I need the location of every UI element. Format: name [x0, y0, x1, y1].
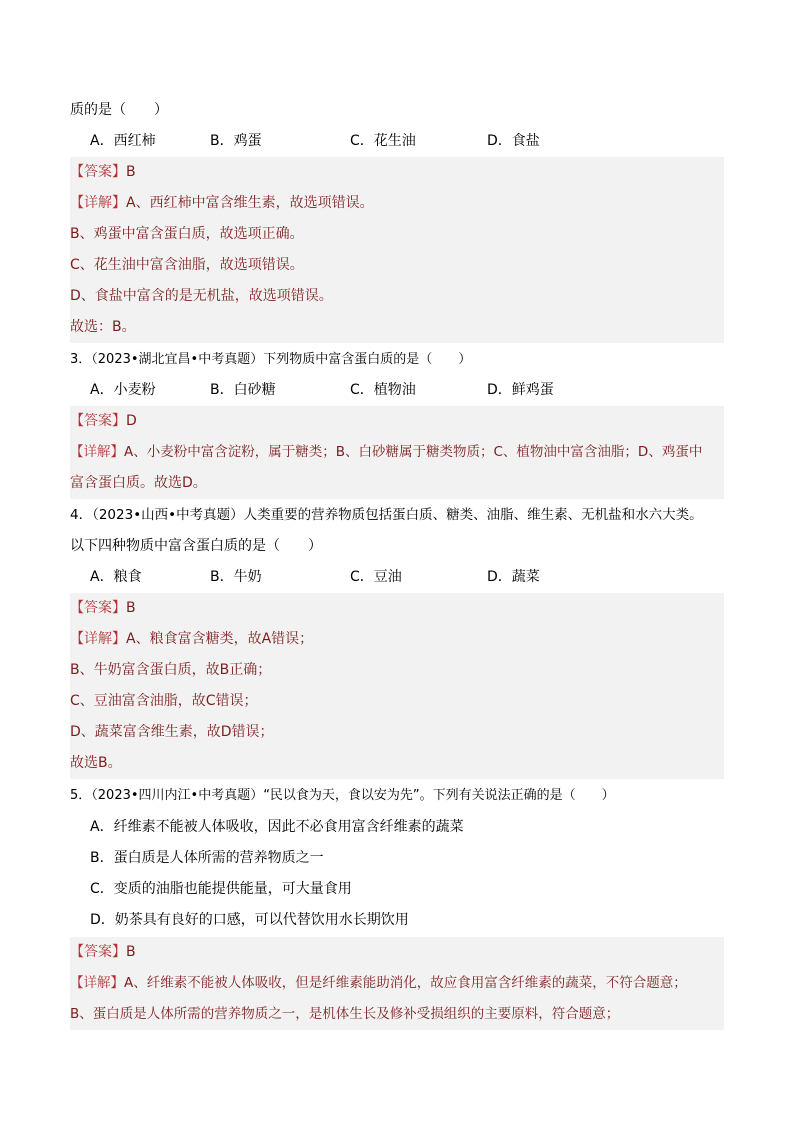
q2-option-b: B．鸡蛋: [210, 133, 262, 149]
detail-text: A、西红柿中富含维生素，故选项错误。: [126, 195, 374, 211]
q4-option-c: C．豆油: [350, 569, 402, 585]
q5-option-a: A．纤维素不能被人体吸收，因此不必食用富含纤维素的蔬菜: [90, 819, 464, 835]
q2-stem-tail: 质的是（ ）: [70, 102, 168, 118]
q5-detail-line: [70, 968, 724, 999]
q3-option-a: A．小麦粉: [90, 382, 156, 398]
q5-stem: 5．（2023•四川内江•中考真题）“民以食为天，食以安为先”。下列有关说法正确的是（ ）: [70, 788, 615, 803]
q4-detail-line: B、牛奶富含蛋白质，故B正确；: [70, 655, 724, 686]
answer-tag: 【答案】: [70, 600, 126, 616]
q4-stem-line: 以下四种物质中富含蛋白质的是（ ）: [70, 538, 322, 554]
q5-option-b: B．蛋白质是人体所需的营养物质之一: [90, 850, 324, 866]
answer-tag: 【答案】: [70, 164, 126, 180]
q2-option-d: D．食盐: [487, 133, 540, 149]
q4-options: [70, 562, 724, 593]
q3-option-b: B．白砂糖: [210, 382, 276, 398]
q2-option-c: C．花生油: [350, 133, 416, 149]
q3-stem: 3．（2023•湖北宜昌•中考真题）下列物质中富含蛋白质的是（ ）: [70, 352, 472, 367]
detail-tag: 【详解】: [70, 631, 126, 647]
detail-tag: 【详解】: [70, 975, 124, 991]
q2-detail-line: D、食盐中富含的是无机盐，故选项错误。: [70, 281, 724, 312]
q4-detail-line: D、蔬菜富含维生素，故D错误；: [70, 717, 724, 748]
q3-option-c: C．植物油: [350, 382, 416, 398]
q2-detail-line: [70, 188, 724, 219]
q5-option-d: D．奶茶具有良好的口感，可以代替饮用水长期饮用: [90, 912, 409, 928]
q2-option-a: A．西红柿: [90, 133, 156, 149]
answer-value: B: [126, 944, 136, 960]
answer-value: D: [126, 413, 137, 429]
detail-text: A、粮食富含糖类，故A错误；: [126, 631, 314, 647]
answer-tag: 【答案】: [70, 413, 126, 429]
answer-value: B: [126, 164, 136, 180]
q2-detail-line: C、花生油中富含油脂，故选项错误。: [70, 250, 724, 281]
q2-options: [70, 126, 724, 157]
q4-detail-line: C、豆油富含油脂，故C错误；: [70, 686, 724, 717]
q5-answer: [70, 937, 724, 968]
q4-detail-line: [70, 624, 724, 655]
q2-detail-line: 故选：B。: [70, 312, 724, 343]
q4-option-a: A．粮食: [90, 569, 142, 585]
q5-option-c: C．变质的油脂也能提供能量，可大量食用: [90, 881, 352, 897]
q3-options: [70, 375, 724, 406]
q4-answer: [70, 593, 724, 624]
answer-tag: 【答案】: [70, 944, 126, 960]
detail-tag: 【详解】: [70, 444, 124, 460]
detail-text: A、纤维素不能被人体吸收，但是纤维素能助消化，故应食用富含纤维素的蔬菜，不符合题意；: [124, 975, 687, 991]
q4-stem-line: 4．（2023•山西•中考真题）人类重要的营养物质包括蛋白质、糖类、油脂、维生素、无机盐和水六大类。: [70, 507, 703, 523]
q4-option-d: D．蔬菜: [487, 569, 540, 585]
q2-answer: [70, 157, 724, 188]
q3-option-d: D．鲜鸡蛋: [487, 382, 554, 398]
q4-detail-line: 故选B。: [70, 748, 724, 779]
q2-detail-line: B、鸡蛋中富含蛋白质，故选项正确。: [70, 219, 724, 250]
detail-tag: 【详解】: [70, 195, 126, 211]
detail-text: A、小麦粉中富含淀粉，属于糖类；B、白砂糖属于糖类物质；C、植物油中富含油脂；D、鸡蛋中: [124, 444, 703, 460]
answer-value: B: [126, 600, 136, 616]
q3-detail-line: [70, 437, 724, 468]
q3-answer: [70, 406, 724, 437]
q4-option-b: B．牛奶: [210, 569, 262, 585]
q3-detail-line: 富含蛋白质。故选D。: [70, 468, 724, 499]
q5-detail-line: B、蛋白质是人体所需的营养物质之一，是机体生长及修补受损组织的主要原料，符合题意；: [70, 999, 724, 1030]
